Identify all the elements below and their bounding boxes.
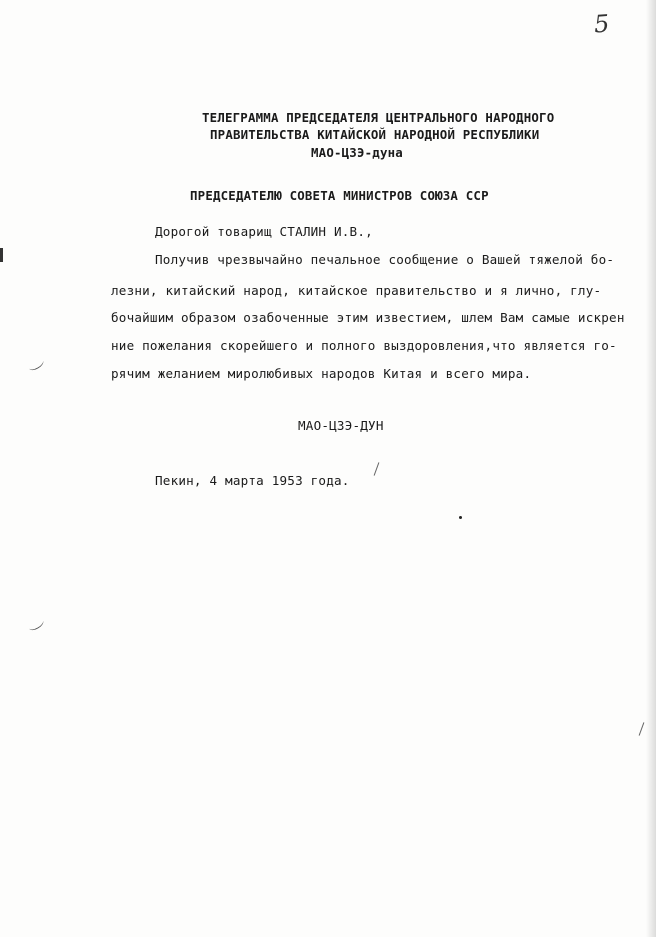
ink-dot (459, 516, 462, 519)
punch-hole-mark (27, 357, 45, 373)
body-line-1: Получив чрезвычайно печальное сообщение о Вашей тяжелой бо- (155, 252, 615, 267)
salutation: Дорогой товарищ СТАЛИН И.В., (155, 224, 373, 239)
body-line-5: рячим желанием миролюбивых народов Китая и всего мира. (111, 366, 532, 381)
signature: МАО-ЦЗЭ-ДУН (298, 418, 384, 433)
pencil-tick (374, 462, 380, 475)
page-edge-shadow (646, 0, 656, 937)
body-line-4: ние пожелания скорейшего и полного выздоровления,что является го- (111, 338, 617, 353)
addressee: ПРЕДСЕДАТЕЛЮ СОВЕТА МИНИСТРОВ СОЮЗА ССР (190, 188, 489, 203)
title-line-3: МАО-ЦЗЭ-дуна (311, 145, 403, 160)
punch-hole-mark (27, 617, 45, 633)
margin-mark (0, 248, 3, 262)
place-date: Пекин, 4 марта 1953 года. (155, 473, 350, 488)
page-number: 5 (593, 9, 611, 39)
title-line-2: ПРАВИТЕЛЬСТВА КИТАЙСКОЙ НАРОДНОЙ РЕСПУБЛИКИ (210, 127, 540, 142)
body-line-3: бочайшим образом озабоченные этим известием, шлем Вам самые искрен (111, 310, 625, 325)
body-line-2: лезни, китайский народ, китайское правительство и я лично, глу- (111, 283, 602, 298)
title-line-1: ТЕЛЕГРАММА ПРЕДСЕДАТЕЛЯ ЦЕНТРАЛЬНОГО НАРОДНОГО (202, 110, 555, 125)
pencil-tick (639, 722, 645, 735)
